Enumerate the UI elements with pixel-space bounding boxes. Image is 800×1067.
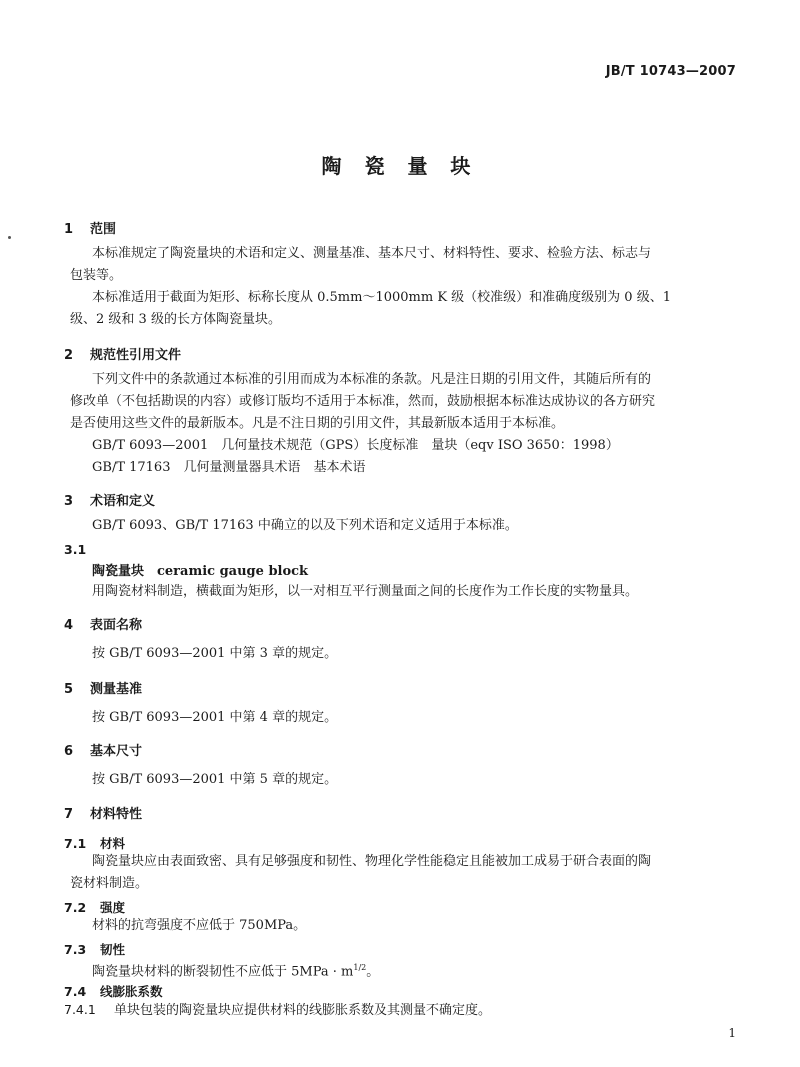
section-heading-3: 3 术语和定义 bbox=[64, 494, 156, 509]
reference-item: GB/T 6093—2001 几何量技术规范（GPS）长度标准 量块（eqv ISO 3650：1998） bbox=[92, 438, 619, 453]
subsection-heading-7-3: 7.3 韧性 bbox=[64, 942, 126, 957]
paragraph-line: 陶瓷量块材料的断裂韧性不应低于 $5MPa \cdot m^{1/2}$。 bbox=[92, 963, 380, 980]
scan-speck bbox=[8, 236, 11, 239]
section-heading-5: 5 测量基准 bbox=[64, 682, 143, 697]
paragraph-line: 瓷材料制造。 bbox=[70, 876, 149, 891]
subsection-heading-7-4: 7.4 线膨胀系数 bbox=[64, 984, 163, 999]
section-heading-4: 4 表面名称 bbox=[64, 618, 143, 633]
paragraph-line: 是否使用这些文件的最新版本。凡是不注日期的引用文件，其最新版本适用于本标准。 bbox=[70, 416, 565, 431]
clause-7-4-1: 7.4.1 单块包装的陶瓷量块应提供材料的线膨胀系数及其测量不确定度。 bbox=[64, 1002, 492, 1018]
subsection-heading-7-1: 7.1 材料 bbox=[64, 836, 126, 851]
section-heading-2: 2 规范性引用文件 bbox=[64, 348, 182, 363]
page-number: 1 bbox=[728, 1026, 736, 1040]
section-heading-1: 1 范围 bbox=[64, 222, 117, 237]
paragraph-line: 材料的抗弯强度不应低于 750MPa。 bbox=[92, 918, 307, 933]
reference-item: GB/T 17163 几何量测量器具术语 基本术语 bbox=[92, 460, 366, 475]
exponent: 1/2 bbox=[353, 963, 367, 972]
paragraph-line: 下列文件中的条款通过本标准的引用而成为本标准的条款。凡是注日期的引用文件，其随后所有的 bbox=[92, 372, 652, 387]
paragraph-line: 按 GB/T 6093—2001 中第 3 章的规定。 bbox=[92, 646, 338, 661]
paragraph-line: 本标准规定了陶瓷量块的术语和定义、测量基准、基本尺寸、材料特性、要求、检验方法、标志与 bbox=[92, 246, 652, 261]
paragraph-line: 本标准适用于截面为矩形、标称长度从 0.5mm～1000mm K 级（校准级）和准确度级别为 0 级、1 bbox=[92, 290, 671, 305]
paragraph-line: 按 GB/T 6093—2001 中第 4 章的规定。 bbox=[92, 710, 338, 725]
subsection-number: 3.1 bbox=[64, 542, 87, 557]
subsection-heading-7-2: 7.2 强度 bbox=[64, 900, 126, 915]
document-title: 陶 瓷 量 块 bbox=[321, 154, 479, 178]
term-entry: 陶瓷量块 ceramic gauge block bbox=[92, 564, 309, 579]
term-definition: 用陶瓷材料制造，横截面为矩形，以一对相互平行测量面之间的长度作为工作长度的实物量具。 bbox=[92, 584, 639, 599]
paragraph-line: 级、2 级和 3 级的长方体陶瓷量块。 bbox=[70, 312, 281, 327]
paragraph-line: 陶瓷量块应由表面致密、具有足够强度和韧性、物理化学性能稳定且能被加工成易于研合表面的陶 bbox=[92, 854, 652, 869]
paragraph-line: 修改单（不包括勘误的内容）或修订版均不适用于本标准，然而，鼓励根据本标准达成协议的各方研究 bbox=[70, 394, 656, 409]
paragraph-line: 包装等。 bbox=[70, 268, 123, 283]
paragraph-line: 按 GB/T 6093—2001 中第 5 章的规定。 bbox=[92, 772, 338, 787]
standard-number: JB/T 10743—2007 bbox=[605, 64, 736, 79]
paragraph-line: GB/T 6093、GB/T 17163 中确立的以及下列术语和定义适用于本标准。 bbox=[92, 518, 518, 533]
section-heading-7: 7 材料特性 bbox=[64, 807, 143, 822]
section-heading-6: 6 基本尺寸 bbox=[64, 744, 143, 759]
